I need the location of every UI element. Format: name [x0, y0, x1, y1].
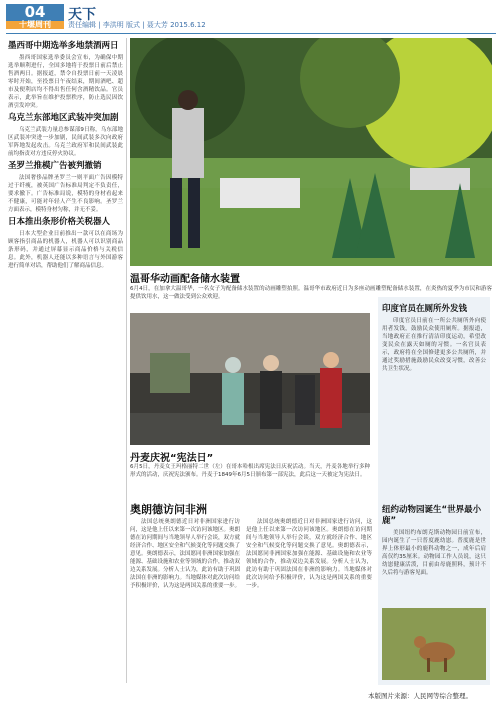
photo2-caption: 6月5日，丹麦女王玛格丽特二世（左）在哥本哈根出席宪法日庆祝活动。当天，丹麦各地举行多种形式的活动，庆祝宪法颁布。丹麦于1849年6月5日颁布第一部宪法，此后这一天被定为宪法日。	[130, 464, 370, 478]
news-item	[8, 41, 123, 110]
right-news-item	[382, 502, 486, 604]
news-title: 墨西哥中期选举多地禁酒两日	[8, 41, 119, 51]
right-news-item	[382, 301, 486, 501]
news-body: 法国奢侈品牌圣罗兰一则平面广告因模特过于纤瘦，被英国广告标准局判定不负责任，要求撤下。广告标准局说，模特的身材看起来不健康，可能对年轻人产生不良影响。圣罗兰方面表示，模特身材匀称，并无不妥。	[8, 175, 123, 213]
news-body: 美国纽约布朗克斯动物园日前宣布，园内诞生了一只普度鹿幼崽。普度鹿是世界上体形最小的鹿科动物之一，成年后肩高仅约35厘米。动物园工作人员说，这只幼崽健康活泼，目前由母鹿照料，预计不久后将与游客见面。	[382, 530, 486, 576]
photo-vancouver	[130, 38, 492, 266]
news-body: 乌克兰武装力量总参谋部9日称，乌东部地区武装冲突进一步加剧，民间武装多次向政府军阵地发起攻击。乌克兰政府军和民间武装此前均指责对方违反停火协议。	[8, 127, 123, 157]
article-title: 奥朗德访问非洲	[130, 503, 207, 516]
photo-deer	[382, 608, 486, 680]
page-header	[0, 0, 497, 32]
news-body: 印度官员日前在一所公共厕所外向使用者发钱，鼓励民众使用厕所。据报道，当地政府正在推行清洁印度运动，希望改变民众在露天如厕的习惯。一名官员表示，政府将在全国修建更多公共厕所，并通过奖励措施鼓励民众改变习惯，改善公共卫生状况。	[382, 318, 486, 372]
column-divider	[126, 38, 127, 683]
news-body: 墨西哥国家选举委员会宣布，为确保中期选举顺利进行，全国多地将于投票日前后禁止售酒两日。据报道，禁令自投票日前一天凌晨零时开始，至投票日午夜结束，期间酒吧、超市及便利店均不得出售任何含酒精饮品。官员表示，此举旨在维护投票秩序，防止选民因饮酒引发冲突。	[8, 55, 123, 109]
section-title: 天下	[68, 7, 96, 23]
photo1-title: 温哥华动画配备储水装置	[130, 274, 240, 285]
left-news-column	[8, 38, 123, 683]
article-body-col2: 法国总统奥朗德近日对非洲国家进行访问，这是他上任以来第一次访问该地区。奥朗德在访问期间与当地领导人举行会谈，双方就经济合作、地区安全和气候变化等问题交换了意见。奥朗德表示，法国愿同非洲国家加强在能源、基础设施和农业等领域的合作，推动双边关系发展。分析人士认为，此访有助于巩固法国在非洲的影响力。当地媒体对此次访问给予积极评价，认为这是两国关系的重要一步。	[246, 519, 372, 589]
article-body-col1: 法国总统奥朗德近日对非洲国家进行访问，这是他上任以来第一次访问该地区。奥朗德在访问期间与当地领导人举行会谈，双方就经济合作、地区安全和气候变化等问题交换了意见。奥朗德表示，法国愿同非洲国家加强在能源、基础设施和农业等领域的合作，推动双边关系发展。分析人士认为，此访有助于巩固法国在非洲的影响力。当地媒体对此次访问给予积极评价，认为这是两国关系的重要一步。	[130, 519, 240, 589]
news-body: 日本大型企业日前推出一款可以在商场为顾客指引商品的机器人，机器人可以识别商品条形码，并通过屏幕显示商品价格与关税信息。此外，机器人还能以多种语言与外国游客进行简单对话，帮助他们了解商品信息。	[8, 231, 123, 269]
page-number-badge	[6, 4, 64, 29]
credits-line: 责任编辑 | 李洪明 版式 | 聂大芳 2015.6.12	[68, 21, 206, 29]
header-rule	[6, 33, 496, 34]
news-item	[8, 217, 123, 270]
news-item	[8, 113, 123, 158]
news-item	[8, 161, 123, 214]
page-number: 04	[24, 3, 46, 21]
image-source-note: 本版图片来源：人民网等综合整理。	[368, 692, 472, 700]
news-title: 圣罗兰推模广告被判撤销	[8, 161, 102, 171]
photo2-title: 丹麦庆祝“宪法日”	[130, 453, 214, 464]
news-title: 印度官员在厕所外发钱	[382, 304, 468, 314]
news-title: 乌克兰东部地区武装冲突加剧	[8, 113, 119, 123]
news-title: 日本推出条形价格关税器人	[8, 217, 111, 227]
photo1-caption: 6月4日，在加拿大温哥华，一名女子为配备储水装置的动画雕塑拍照。温哥华市政府近日为多座动画雕塑配备储水装置，在炎热的夏季为市民和游客提供饮用水，这一做法受到公众欢迎。	[130, 286, 492, 300]
news-title: 纽约动物园诞生“世界最小鹿”	[382, 505, 482, 526]
weekly-label: 十堰周刊	[6, 21, 64, 29]
photo-denmark	[130, 313, 370, 445]
